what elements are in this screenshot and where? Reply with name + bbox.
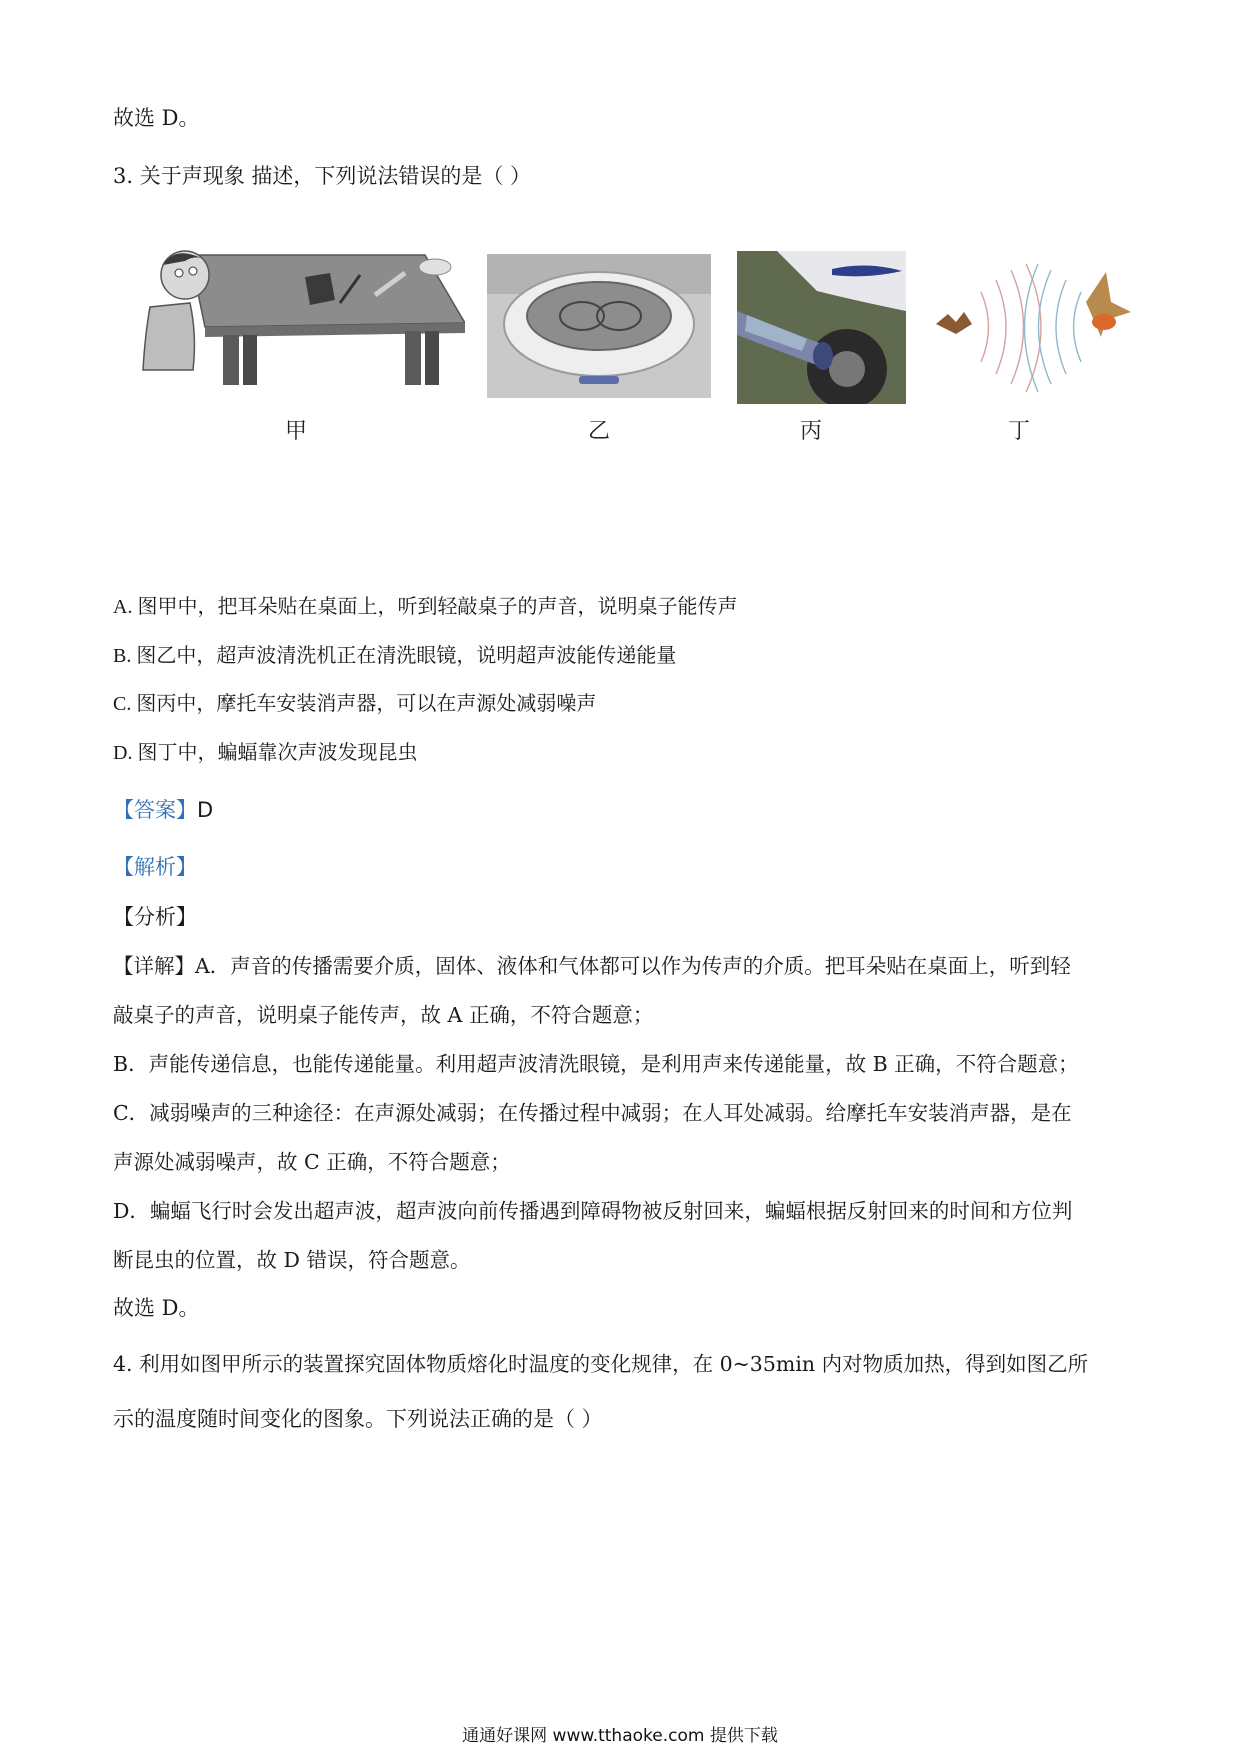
detail-line: B．声能传递信息，也能传递能量。利用超声波清洗眼镜，是利用声来传递能量，故 B 正确，不符合题意； bbox=[113, 1052, 1079, 1076]
detail-line: D．蝙蝠飞行时会发出超声波，超声波向前传播遇到障碍物被反射回来，蝙蝠根据反射回来的时间和方位判 bbox=[113, 1199, 1073, 1223]
fenxi-tag: 【分析】 bbox=[113, 905, 197, 929]
answer-line bbox=[113, 798, 213, 823]
figure-caption-bing: 丙 bbox=[800, 419, 823, 444]
option-d: D. 图丁中，蝙蝠靠次声波发现昆虫 bbox=[113, 742, 418, 764]
ultrasonic-cleaner-photo-icon bbox=[487, 254, 711, 398]
bat-echolocation-icon bbox=[926, 262, 1136, 402]
figure-caption-yi: 乙 bbox=[588, 419, 611, 444]
question-3-stem: 3. 关于声现象 描述，下列说法错误的是（ ） bbox=[113, 164, 532, 188]
option-a: A. 图甲中，把耳朵贴在桌面上，听到轻敲桌子的声音，说明桌子能传声 bbox=[113, 596, 738, 618]
figure-caption-ding: 丁 bbox=[1008, 419, 1031, 444]
answer-tag: 【答案】 bbox=[113, 798, 197, 822]
page-footer: 通通好课网 www.tthaoke.com 提供下载 bbox=[462, 1726, 778, 1746]
question-4-stem-line-2: 示的温度随时间变化的图象。下列说法正确的是（ ） bbox=[113, 1407, 603, 1431]
option-b: B. 图乙中，超声波清洗机正在清洗眼镜，说明超声波能传递能量 bbox=[113, 645, 677, 667]
question-4-stem-line-1: 4. 利用如图甲所示的装置探究固体物质熔化时温度的变化规律，在 0~35min 内对物质加热，得到如图乙所 bbox=[113, 1352, 1089, 1376]
figure-caption-jia: 甲 bbox=[285, 419, 308, 444]
answer-value: D bbox=[197, 798, 214, 822]
option-c: C. 图丙中，摩托车安装消声器，可以在声源处减弱噪声 bbox=[113, 693, 597, 715]
boy-ear-on-table-icon bbox=[135, 245, 465, 385]
detail-line: C．减弱噪声的三种途径：在声源处减弱；在传播过程中减弱；在人耳处减弱。给摩托车安装消声器，是在 bbox=[113, 1101, 1072, 1125]
detail-line: 断昆虫的位置，故 D 错误，符合题意。 bbox=[113, 1248, 471, 1272]
detail-line: 声源处减弱噪声，故 C 正确，不符合题意； bbox=[113, 1150, 511, 1174]
detail-line: 敲桌子的声音，说明桌子能传声，故 A 正确，不符合题意； bbox=[113, 1003, 654, 1027]
question-3-conclusion: 故选 D。 bbox=[113, 1296, 200, 1320]
analysis-tag: 【解析】 bbox=[113, 855, 197, 879]
detail-line: 【详解】A．声音的传播需要介质，固体、液体和气体都可以作为传声的介质。把耳朵贴在桌面上，听到轻 bbox=[113, 954, 1071, 978]
motorcycle-muffler-photo-icon bbox=[737, 251, 906, 404]
previous-answer-conclusion: 故选 D。 bbox=[113, 106, 200, 130]
